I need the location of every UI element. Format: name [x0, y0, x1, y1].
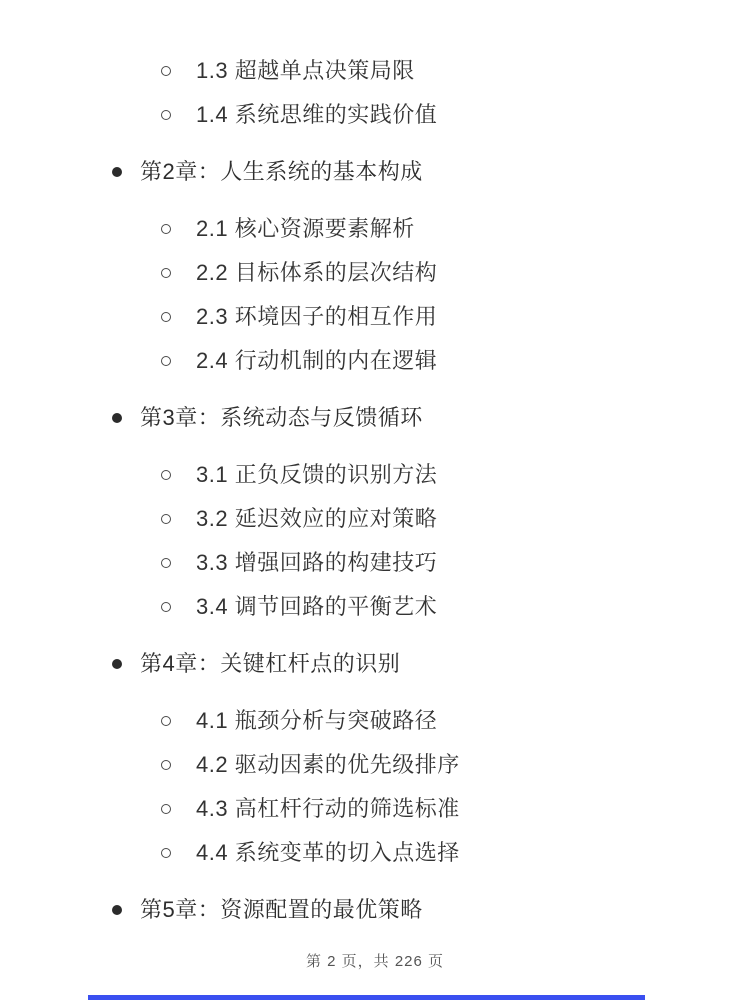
toc-chapter-item [0, 403, 750, 433]
toc-section-item [0, 838, 750, 868]
toc-item-label: 1.3 超越单点决策局限 [196, 58, 415, 83]
toc-section-item [0, 548, 750, 578]
circle-bullet-icon [161, 558, 171, 568]
circle-bullet-icon [161, 224, 171, 234]
disc-bullet-icon [112, 905, 122, 915]
toc-item-label: 第4章：关键杠杆点的识别 [140, 651, 401, 676]
circle-bullet-icon [161, 312, 171, 322]
toc-section-item [0, 258, 750, 288]
page-indicator: 第 2 页，共 226 页 [305, 953, 445, 970]
toc-chapter-item [0, 895, 750, 925]
toc-item-label: 2.2 目标体系的层次结构 [196, 260, 438, 285]
circle-bullet-icon [161, 268, 171, 278]
toc-item-label: 第5章：资源配置的最优策略 [140, 897, 423, 922]
circle-bullet-icon [161, 716, 171, 726]
toc-item-label: 1.4 系统思维的实践价值 [196, 102, 438, 127]
toc-section-item [0, 504, 750, 534]
toc-section-item [0, 346, 750, 376]
toc-section-item [0, 214, 750, 244]
bottom-accent-bar [88, 995, 645, 1000]
toc-item-label: 2.4 行动机制的内在逻辑 [196, 348, 438, 373]
disc-bullet-icon [112, 659, 122, 669]
toc-section-item [0, 750, 750, 780]
circle-bullet-icon [161, 760, 171, 770]
toc-item-label: 4.1 瓶颈分析与突破路径 [196, 708, 438, 733]
circle-bullet-icon [161, 110, 171, 120]
toc-item-label: 4.3 高杠杆行动的筛选标准 [196, 796, 460, 821]
toc-item-label: 3.4 调节回路的平衡艺术 [196, 594, 438, 619]
circle-bullet-icon [161, 470, 171, 480]
circle-bullet-icon [161, 514, 171, 524]
disc-bullet-icon [112, 413, 122, 423]
toc-item-label: 第2章：人生系统的基本构成 [140, 159, 423, 184]
toc-chapter-item [0, 649, 750, 679]
disc-bullet-icon [112, 167, 122, 177]
toc-item-label: 3.2 延迟效应的应对策略 [196, 506, 438, 531]
circle-bullet-icon [161, 66, 171, 76]
toc-section-item [0, 100, 750, 130]
toc-item-label: 2.3 环境因子的相互作用 [196, 304, 438, 329]
toc-section-item [0, 56, 750, 86]
toc-section-item [0, 460, 750, 490]
toc-item-label: 第3章：系统动态与反馈循环 [140, 405, 423, 430]
toc-chapter-item [0, 157, 750, 187]
circle-bullet-icon [161, 804, 171, 814]
toc-item-label: 4.4 系统变革的切入点选择 [196, 840, 460, 865]
toc-section-item [0, 706, 750, 736]
toc-item-label: 2.1 核心资源要素解析 [196, 216, 415, 241]
circle-bullet-icon [161, 356, 171, 366]
toc-item-label: 4.2 驱动因素的优先级排序 [196, 752, 460, 777]
circle-bullet-icon [161, 848, 171, 858]
toc-section-item [0, 794, 750, 824]
toc-item-label: 3.1 正负反馈的识别方法 [196, 462, 438, 487]
toc-section-item [0, 302, 750, 332]
toc-item-label: 3.3 增强回路的构建技巧 [196, 550, 438, 575]
circle-bullet-icon [161, 602, 171, 612]
toc-section-item [0, 592, 750, 622]
